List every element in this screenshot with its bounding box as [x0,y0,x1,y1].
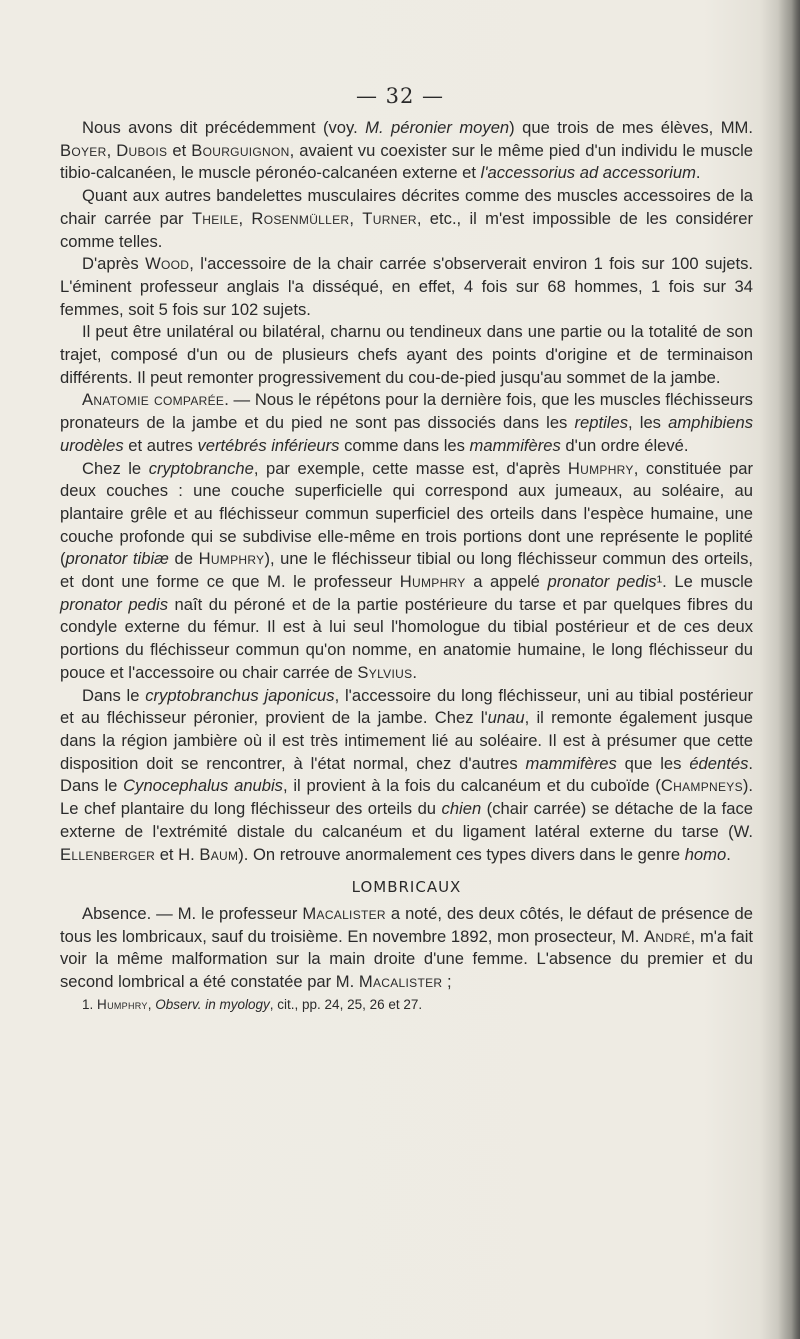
section-heading: LOMBRICAUX [351,878,462,897]
page-edge-shadow [778,0,800,1339]
page-number: — 32 — [355,84,445,108]
paragraph-6: Chez le cryptobranche, par exemple, cette masse est, d'après Humphry, constituée par deux couches : une couche superficielle qui correspond aux jumeaux, au soléaire, au plantaire grêle et au fléchisseur commun superficiel des orteils dans l'espèce humaine, une couche profonde qui se subdivise elle-même en trois portions dont une représente le poplité (pronator tibiæ de Humphry), une le fléchisseur tibial ou long fléchisseur commun des orteils, et dont une forme ce que M. le professeur Humphry a appelé pronator pedis¹. Le muscle pronator pedis naît du péroné et de la partie postérieure du tarse et par quelques fibres du condyle externe du fémur. Il est à lui seul l'homologue du tibial postérieur et de ces deux portions du fléchisseur commun qu'on nomme, en anatomie humaine, le long fléchisseur du pouce et l'accessoire ou chair carrée de Sylvius. [60,458,753,682]
paragraph-5: Anatomie comparée. — Nous le répétons pour la dernière fois, que les muscles fléchisseurs pronateurs de la jambe et du pied ne sont pas dissociés dans les reptiles, les amphibiens urodèles et autres vertébrés inférieurs comme dans les mammifères d'un ordre élevé. [60,390,753,455]
text-body [60,117,753,1016]
paragraph-3: D'après Wood, l'accessoire de la chair carrée s'observerait environ 1 fois sur 100 sujets. L'éminent professeur anglais l'a disséqué, en effet, 4 fois sur 68 hommes, 1 fois sur 34 femmes, soit 5 fois sur 102 sujets. [60,254,753,319]
paragraph-2: Quant aux autres bandelettes musculaires décrites comme des muscles accessoires de la chair carrée par Theile, Rosenmüller, Turner, etc., il m'est impossible de les considérer comme telles. [60,186,753,251]
paragraph-1: Nous avons dit précédemment (voy. M. péronier moyen) que trois de mes élèves, MM. Boyer, Dubois et Bourguignon, avaient vu coexister sur le même pied d'un individu le muscle tibio-calcanéen, le muscle péronéo-calcanéen externe et l'accessorius ad accessorium. [60,118,753,183]
paragraph-4: Il peut être unilatéral ou bilatéral, charnu ou tendineux dans une partie ou la totalité de son trajet, composé d'un ou de plusieurs chefs ayant des points d'origine et de terminaison différents. Il peut remonter progressivement du cou-de-pied jusqu'au sommet de la jambe. [60,322,753,387]
paragraph-7: Dans le cryptobranchus japonicus, l'accessoire du long fléchisseur, uni au tibial postérieur et au fléchisseur péronier, provient de la jambe. Chez l'unau, il remonte également jusque dans la région jambière où il est très intimement lié au soléaire. Il est à présumer que cette disposition doit se rencontrer, à l'état normal, chez d'autres mammifères que les édentés. Dans le Cynocephalus anubis, il provient à la fois du calcanéum et du cuboïde (Champneys). Le chef plantaire du long fléchisseur des orteils du chien (chair carrée) se détache de la face externe de l'extrémité distale du calcanéum et du ligament latéral externe du tarse (W. Ellenberger et H. Baum). On retrouve anormalement ces types divers dans le genre homo. [60,685,754,864]
footnote: 1. Humphry, Observ. in myology, cit., pp. 24, 25, 26 et 27. [82,996,423,1012]
paragraph-8: Absence. — M. le professeur Macalister a noté, des deux côtés, le défaut de présence de tous les lombricaux, sauf du troisième. En novembre 1892, mon prosecteur, M. André, m'a fait voir la même malformation sur la main droite d'une femme. L'absence du premier et du second lombrical a été constatée par M. Macalister ; [60,903,754,992]
footnote-ref[interactable]: ¹ [656,572,663,592]
